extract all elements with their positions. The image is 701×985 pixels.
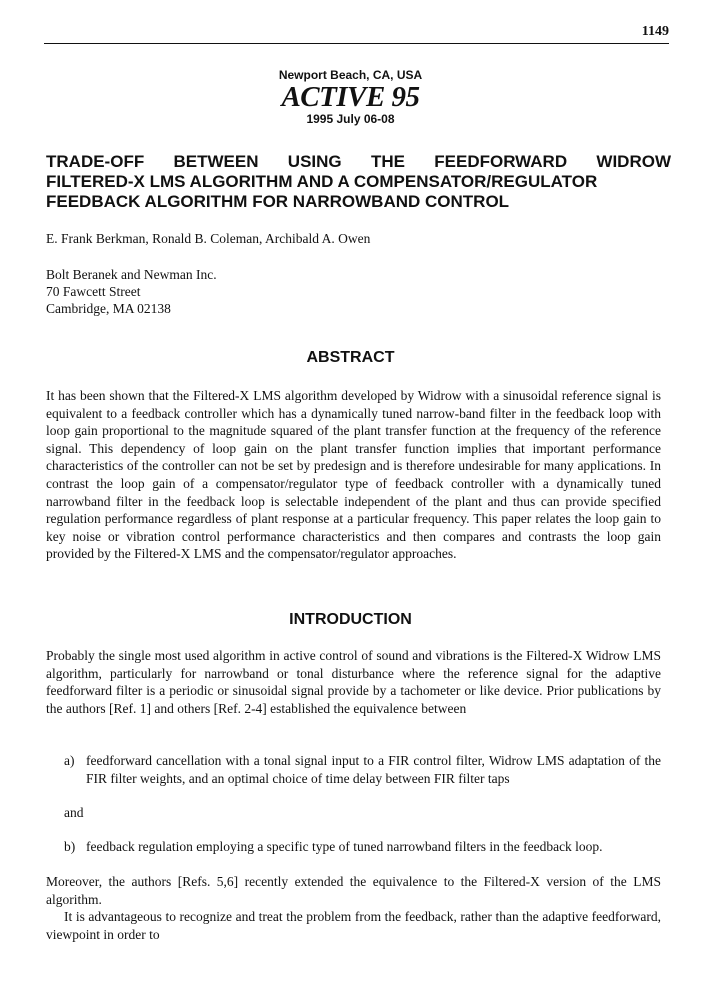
list-item-b-label: b) (64, 839, 76, 854)
introduction-paragraph-2: Moreover, the authors [Refs. 5,6] recently extended the equivalence to the Filtered-X version of the LMS algorithm. (46, 874, 661, 907)
introduction-heading: INTRODUCTION (289, 611, 412, 628)
conference-location: Newport Beach, CA, USA (278, 68, 423, 82)
abstract-heading: ABSTRACT (306, 349, 395, 366)
authors: E. Frank Berkman, Ronald B. Coleman, Archibald A. Owen (46, 231, 371, 246)
list-item-b-text: feedback regulation employing a specific type of tuned narrowband filters in the feedback loop. (86, 839, 603, 854)
title-line-3: FEEDBACK ALGORITHM FOR NARROWBAND CONTROL (46, 192, 510, 211)
header-rule (44, 43, 669, 44)
affiliation-city: Cambridge, MA 02138 (46, 301, 171, 316)
and-connector: and (64, 805, 84, 820)
list-item-a-label: a) (64, 753, 75, 768)
conference-dates: 1995 July 06-08 (306, 112, 395, 126)
title-line-2: FILTERED-X LMS ALGORITHM AND A COMPENSATOR/REGULATOR (46, 172, 598, 191)
introduction-paragraph-3: It is advantageous to recognize and treat the problem from the feedback, rather than the adaptive feedforward, viewpoint in order to (46, 909, 661, 942)
paper-title (46, 152, 671, 212)
introduction-paragraph-1: Probably the single most used algorithm in active control of sound and vibrations is the Filtered-X Widrow LMS algorithm, particularly for narrowband or tonal disturbance where the reference signal for the adaptive feedforward filter is a periodic or sinusoidal signal provide by a tachometer or like device. Prior publications by the authors [Ref. 1] and others [Ref. 2-4] established the equivalence between (46, 648, 661, 716)
affiliation-street: 70 Fawcett Street (46, 284, 141, 299)
affiliation (46, 266, 217, 317)
list-item-a-text: feedforward cancellation with a tonal signal input to a FIR control filter, Widrow LMS adaptation of the FIR filter weights, and an optimal choice of time delay between FIR filter taps (86, 753, 661, 786)
conference-block (0, 68, 701, 126)
page-number: 1149 (641, 24, 669, 39)
list-item-b (64, 838, 661, 856)
conference-name: ACTIVE 95 (281, 81, 420, 113)
abstract-text: It has been shown that the Filtered-X LMS algorithm developed by Widrow with a sinusoidal reference signal is equivalent to a feedback controller which has a dynamically tuned narrow-band filter in the feedback loop with loop gain proportional to the magnitude squared of the plant transfer function at the frequency of the reference signal. This dependency of loop gain on the plant transfer function implies that important performance characteristics of the controller can not be set by predesign and is therefore undesirable for many applications. In contrast the loop gain of a compensator/regulator type of feedback controller with a dynamically tuned narrowband filter in the feedback loop is selectable independent of the plant and thus can provide specified regulation performance regardless of plant response at a particular frequency. This paper relates the loop gain to key noise or vibration control performance characteristics and then compares and contrasts the loop gain provided by the Filtered-X LMS and the compensator/regulator approaches. (46, 388, 661, 562)
list-item-a (64, 752, 661, 787)
affiliation-org: Bolt Beranek and Newman Inc. (46, 267, 217, 282)
title-line-1: TRADE-OFF BETWEEN USING THE FEEDFORWARD WIDROW (46, 152, 671, 171)
